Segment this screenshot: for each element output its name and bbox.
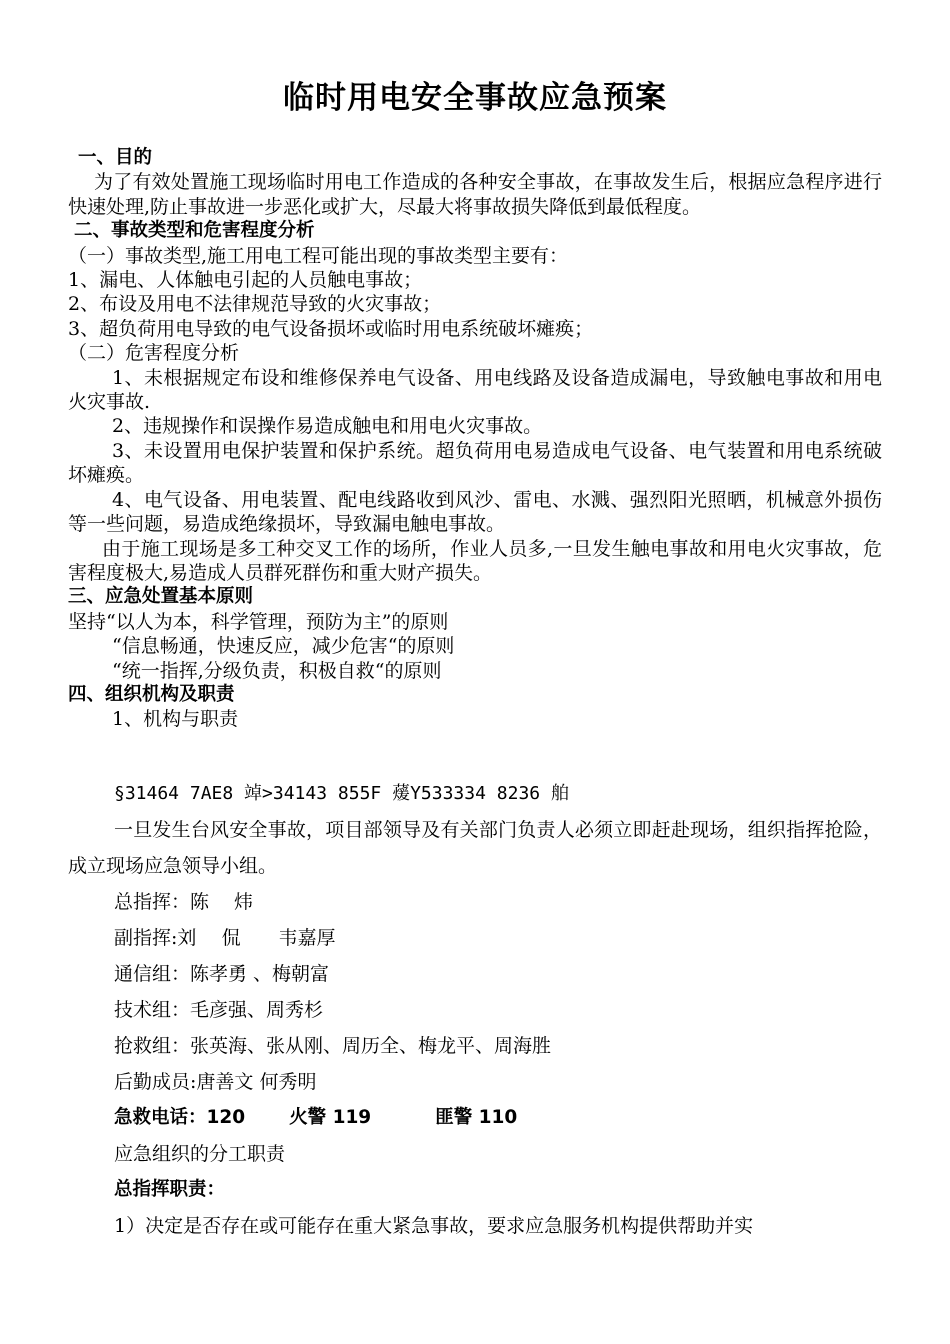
- document-title: 临时用电安全事故应急预案: [283, 80, 667, 116]
- communication-group-line: 通信组：陈孝勇 、梅朝富: [114, 963, 330, 985]
- rescue-group-line: 抢救组：张英海、张从刚、周历全、梅龙平、周海胜: [114, 1035, 552, 1057]
- section-2-item-3: 3、超负荷用电导致的电气设备损坏或临时用电系统破坏瘫痪；: [68, 317, 594, 340]
- duties-line: 应急组织的分工职责: [114, 1143, 286, 1165]
- section-3-line-2: “信息畅通，快速反应，减少危害“的原则: [112, 635, 455, 658]
- logistics-line: 后勤成员:唐善文 何秀明: [114, 1071, 317, 1093]
- section-2-paragraph-5: 由于施工现场是多工种交叉工作的场所，作业人员多,一旦发生触电事故和用电火灾事故，危害程度极大,易造成人员群死群伤和重大财产损失。: [68, 537, 882, 584]
- section-1-heading: 一、目的: [78, 147, 153, 168]
- section-2-sub-2: （二）危害程度分析: [68, 342, 240, 365]
- fire-phone: 火警 119: [289, 1107, 372, 1128]
- section-3-line-1: 坚持“以人为本，科学管理，预防为主”的原则: [68, 610, 449, 633]
- section-2-item-1: 1、漏电、人体触电引起的人员触电事故；: [68, 269, 423, 292]
- section-2-heading: 二、事故类型和危害程度分析: [74, 220, 315, 242]
- section-1-paragraph: 为了有效处置施工现场临时用电工作造成的各种安全事故，在事故发生后，根据应急程序进行快速处理,防止事故进一步恶化或扩大，尽最大将事故损失降低到最低程度。: [68, 171, 882, 218]
- section-3-heading: 三、应急处置基本原则: [68, 586, 254, 608]
- section-4-sub-1: 1、机构与职责: [112, 708, 239, 731]
- commander-line: 总指挥：陈 炜: [114, 891, 254, 913]
- commander-duty-item-1: 1）决定是否存在或可能存在重大紧急事故，要求应急服务机构提供帮助并实: [114, 1215, 754, 1237]
- section-4-heading: 四、组织机构及职责: [68, 683, 235, 705]
- section-2-paragraph-1: 1、未根据规定布设和维修保养电气设备、用电线路及设备造成漏电，导致触电事故和用电火灾事故.: [68, 366, 882, 414]
- section-2-paragraph-2: 2、违规操作和误操作易造成触电和用电火灾事故。: [112, 415, 543, 438]
- emergency-phones-line: [68, 1100, 882, 1136]
- encoded-text-line: §31464 7AE8 竨>34143 855F 蕿Y533334 8236 舶: [114, 783, 569, 804]
- section-2-item-2: 2、布设及用电不法律规范导致的火灾事故；: [68, 293, 442, 316]
- section-3-line-3: “统一指挥,分级负责，积极自救“的原则: [112, 659, 442, 682]
- ambulance-phone: 急救电话：120: [114, 1107, 246, 1128]
- technical-group-line: 技术组：毛彦强、周秀杉: [114, 999, 324, 1021]
- document-body: [68, 146, 882, 732]
- commander-duty-heading: 总指挥职责：: [114, 1179, 226, 1200]
- section-2-paragraph-3: 3、未设置用电保护装置和保护系统。超负荷用电易造成电气设备、电气装置和用电系统破坏瘫痪。: [68, 439, 882, 487]
- organization-paragraph: 一旦发生台风安全事故，项目部领导及有关部门负责人必须立即赶赴现场，组织指挥抢险，成立现场应急领导小组。: [68, 819, 882, 877]
- deputy-line: 副指挥:刘 侃 韦嘉厚: [114, 927, 336, 949]
- section-2-paragraph-4: 4、电气设备、用电装置、配电线路收到风沙、雷电、水溅、强烈阳光照晒，机械意外损伤等一些问题，易造成绝缘损坏，导致漏电触电事故。: [68, 488, 882, 536]
- section-2-sub-1: （一）事故类型,施工用电工程可能出现的事故类型主要有：: [68, 244, 569, 267]
- police-phone: 匪警 110: [435, 1107, 518, 1128]
- organization-block: [68, 776, 882, 1244]
